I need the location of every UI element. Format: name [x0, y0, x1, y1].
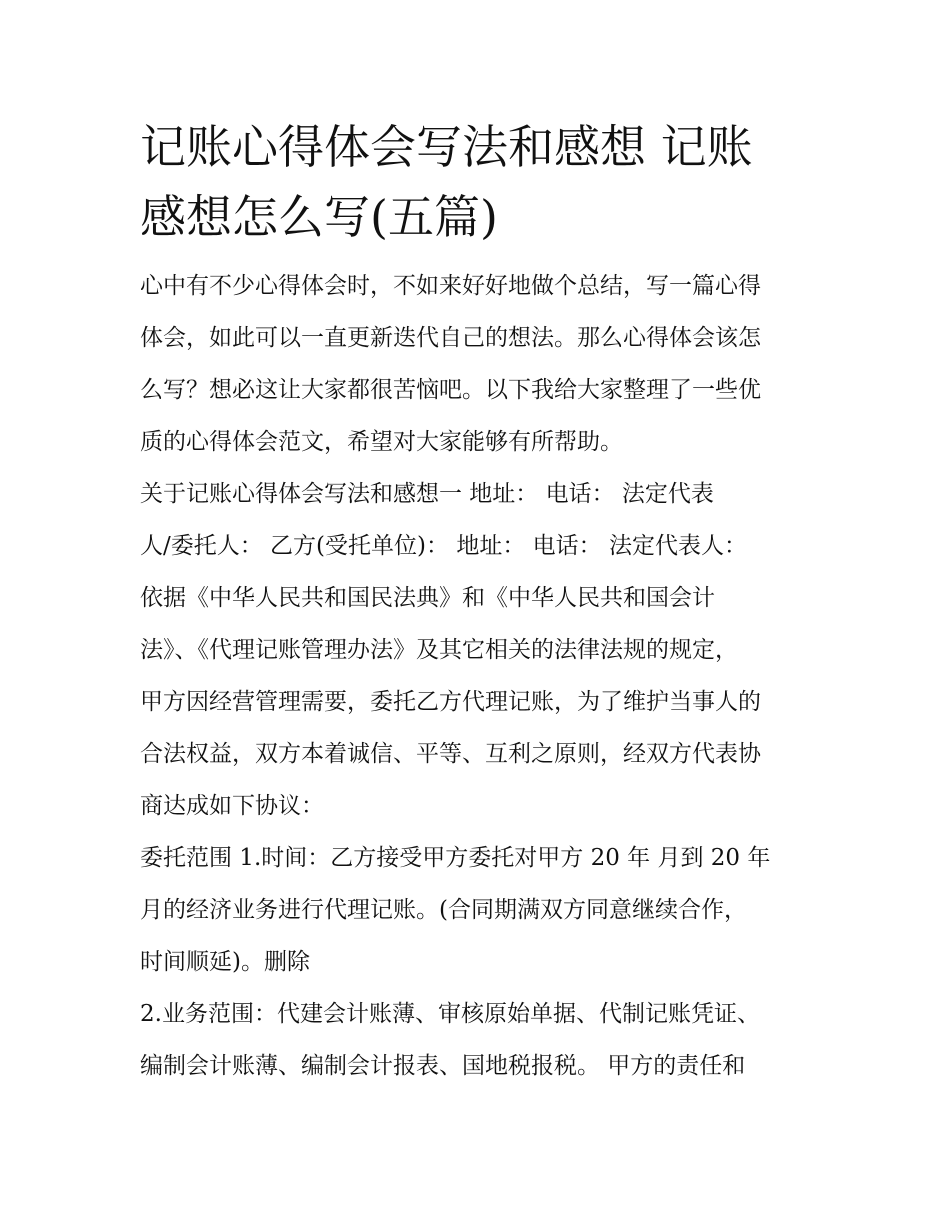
- text-line: 体会，如此可以一直更新迭代自己的想法。那么心得体会该怎: [140, 325, 761, 351]
- text-line: 关于记账心得体会写法和感想一 地址： 电话： 法定代表: [140, 481, 714, 507]
- business-scope-paragraph: [140, 988, 820, 1092]
- document-title: [140, 112, 810, 252]
- text-line: 心中有不少心得体会时，不如来好好地做个总结，写一篇心得: [140, 273, 761, 299]
- text-line: 人/委托人： 乙方(受托单位)： 地址： 电话： 法定代表人：: [140, 533, 747, 559]
- text-line: 商达成如下协议：: [140, 793, 324, 819]
- intro-paragraph: [140, 260, 820, 468]
- title-line: 记账心得体会写法和感想 记账: [140, 120, 753, 174]
- document-page: [140, 112, 820, 1092]
- text-line: 月的经济业务进行代理记账。(合同期满双方同意继续合作，: [140, 897, 747, 923]
- text-line: 依据《中华人民共和国民法典》和《中华人民共和国会计: [140, 585, 715, 611]
- title-line: 感想怎么写(五篇): [140, 190, 498, 244]
- text-line: 时间顺延)。删除: [140, 949, 310, 975]
- text-line: 质的心得体会范文，希望对大家能够有所帮助。: [140, 429, 623, 455]
- text-line: 合法权益，双方本着诚信、平等、互利之原则，经双方代表协: [140, 741, 761, 767]
- text-line: 编制会计账薄、编制会计报表、国地税报税。 甲方的责任和: [140, 1053, 746, 1079]
- text-line: 法》、《代理记账管理办法》及其它相关的法律法规的规定，: [140, 637, 738, 663]
- contract-header-paragraph: [140, 468, 820, 832]
- scope-paragraph: [140, 832, 820, 988]
- text-line: 甲方因经营管理需要，委托乙方代理记账，为了维护当事人的: [140, 689, 761, 715]
- text-line: 2.业务范围：代建会计账薄、审核原始单据、代制记账凭证、: [140, 1001, 760, 1027]
- text-line: 么写？想必这让大家都很苦恼吧。以下我给大家整理了一些优: [140, 377, 761, 403]
- text-line: 委托范围 1.时间：乙方接受甲方委托对甲方 20 年 月到 20 年: [140, 845, 771, 871]
